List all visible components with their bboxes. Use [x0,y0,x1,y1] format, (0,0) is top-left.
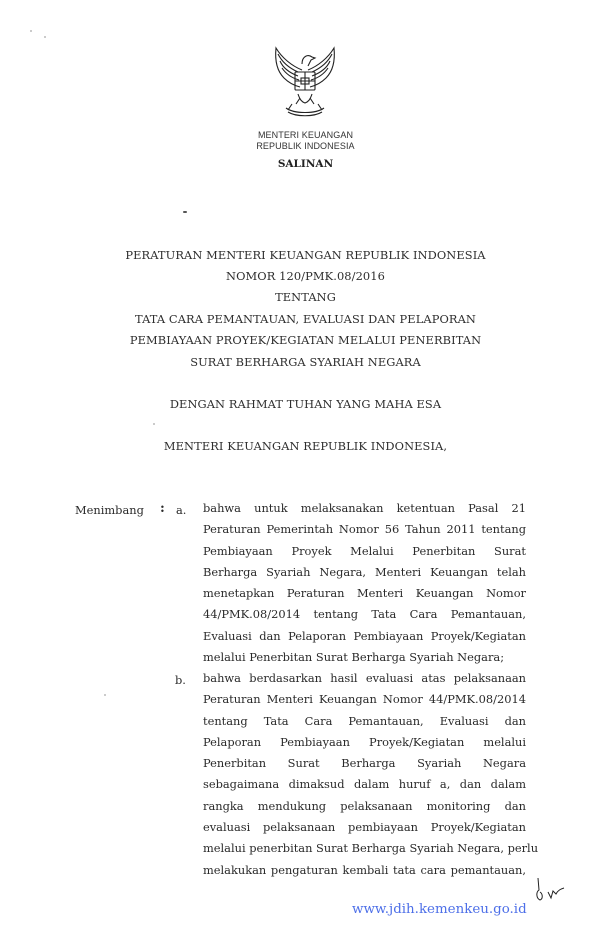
text-line: evaluasi pelaksanaan pembiayaan Proyek/Kegiatan [203,820,526,835]
issuer-line-1: MENTERI KEUANGAN [257,130,354,140]
invocation: DENGAN RAHMAT TUHAN YANG MAHA ESA [169,397,442,411]
text-line: melalui penerbitan Surat Berharga Syariah Negara, perlu [203,841,539,856]
text-line: Pelaporan Pembiayaan Proyek/Kegiatan melalui [203,734,526,749]
text-line: Penerbitan Surat Berharga Syariah Negara [203,756,526,771]
website-link[interactable]: www.jdih.kemenkeu.go.id [352,902,527,917]
considering-colon: : [160,501,165,516]
text-line: melalui Penerbitan Surat Berharga Syariah Negara; [203,650,505,665]
text-line: Pembiayaan Proyek Melalui Penerbitan Surat [203,543,526,558]
regulation-subject-line-2: PEMBIAYAAN PROYEK/KEGIATAN MELALUI PENERBITAN [129,333,482,347]
considering-label: Menimbang [75,503,144,517]
text-line: tentang Tata Cara Pemantauan, Evaluasi dan [203,713,526,728]
text-line: bahwa untuk melaksanakan ketentuan Pasal 21 [203,501,526,515]
scan-speck [44,36,46,38]
text-line: Peraturan Menteri Keuangan Nomor 44/PMK.08/2014 [203,692,526,707]
scan-speck [30,30,32,32]
authority: MENTERI KEUANGAN REPUBLIK INDONESIA, [163,439,448,453]
considering-item-a [203,498,526,668]
regulation-subject-line-1: TATA CARA PEMANTAUAN, EVALUASI DAN PELAPORAN [135,312,476,326]
text-line: Berharga Syariah Negara, Menteri Keuangan telah [203,564,526,579]
considering-item-b [203,668,539,881]
text-line: sebagaimana dimaksud dalam huruf a, dan dalam [203,777,526,792]
scan-speck [153,423,155,425]
text-line: melakukan pengaturan kembali tata cara pemantauan, [203,862,526,877]
text-line: Peraturan Pemerintah Nomor 56 Tahun 2011 tentang [203,522,526,537]
text-line: bahwa berdasarkan hasil evaluasi atas pelaksanaan [203,671,526,685]
regulation-about: TENTANG [275,290,336,304]
garuda-emblem-icon [262,40,348,126]
regulation-title: PERATURAN MENTERI KEUANGAN REPUBLIK INDONESIA [125,248,486,262]
issuer-line-2: REPUBLIK INDONESIA [256,141,355,151]
signature-initials-icon [534,876,574,906]
text-line: rangka mendukung pelaksanaan monitoring dan [203,798,526,813]
copy-stamp: SALINAN [277,158,334,170]
text-line: 44/PMK.08/2014 tentang Tata Cara Pemantauan, [203,607,526,622]
text-line: menetapkan Peraturan Menteri Keuangan Nomor [203,586,526,601]
item-letter-b: b. [175,673,186,687]
scan-speck [104,694,106,696]
regulation-subject-line-3: SURAT BERHARGA SYARIAH NEGARA [190,355,421,369]
regulation-number: NOMOR 120/PMK.08/2016 [226,269,385,283]
text-line: Evaluasi dan Pelaporan Pembiayaan Proyek/Kegiatan [203,628,526,643]
item-letter-a: a. [176,503,187,517]
scan-speck [183,211,187,213]
